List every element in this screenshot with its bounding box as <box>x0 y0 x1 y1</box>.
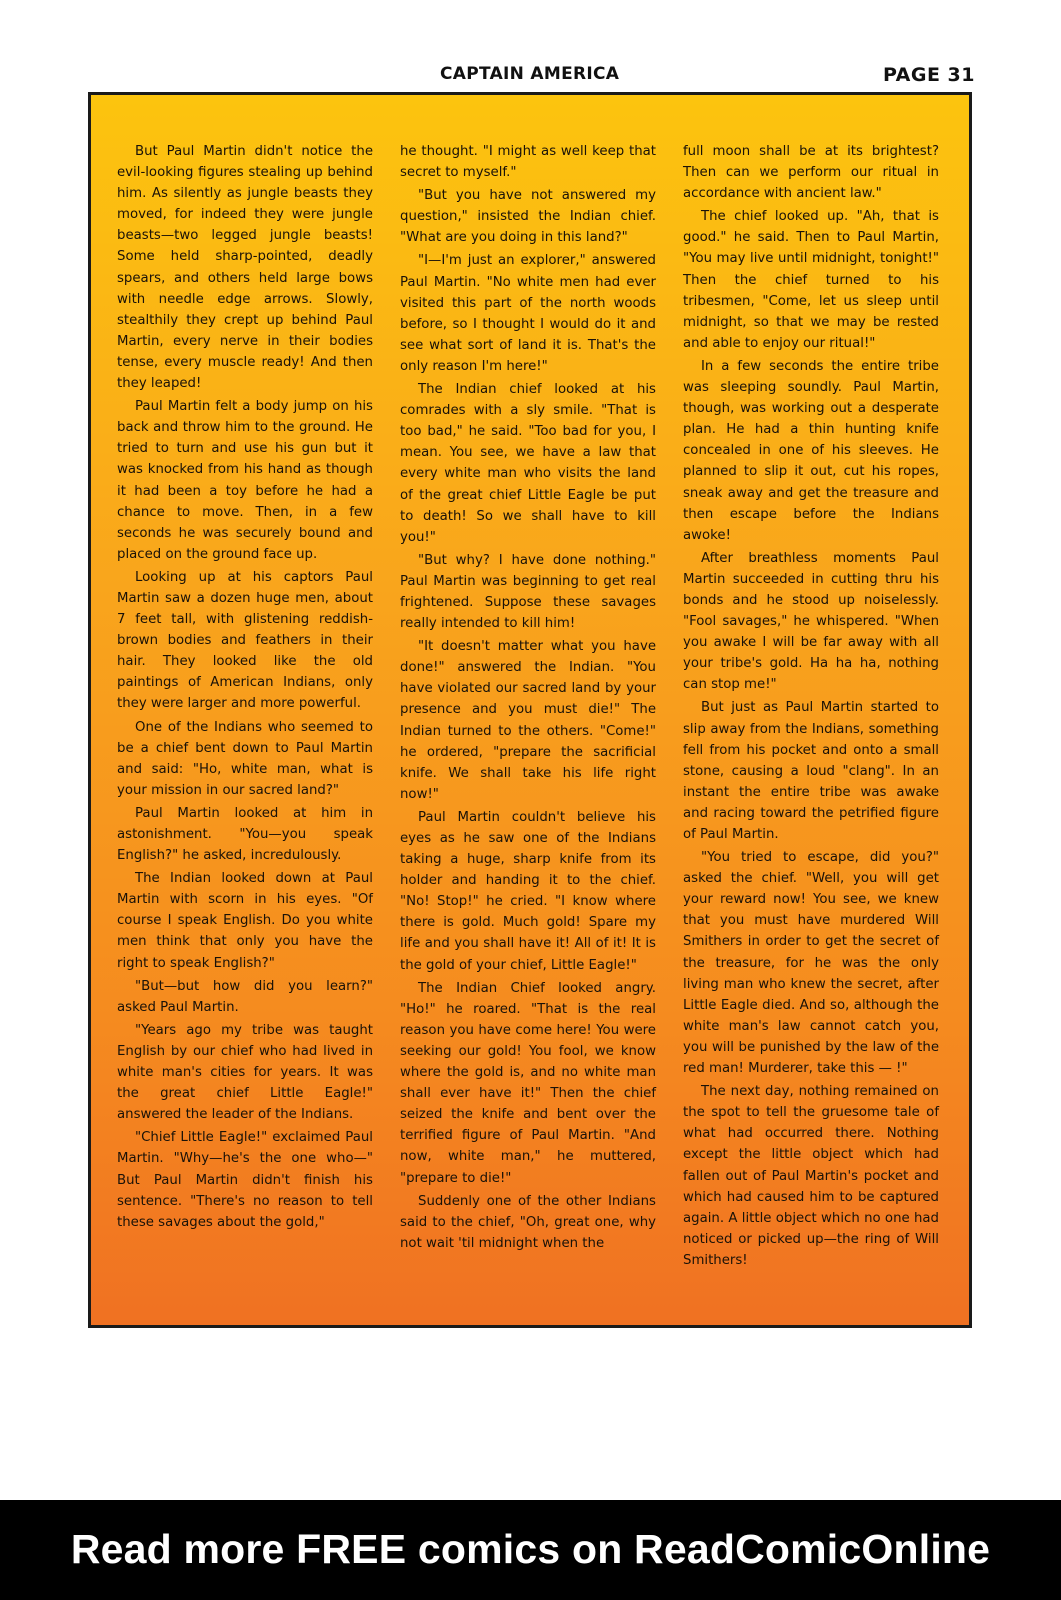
paragraph: "But you have not answered my question," insisted the Indian chief. "What are you doing in this land?" <box>400 188 656 246</box>
paragraph: Paul Martin looked at him in astonishment. "You—you speak English?" he asked, incredulously. <box>117 805 373 864</box>
story-column-2 <box>400 141 656 1295</box>
paragraph: "I—I'm just an explorer," answered Paul Martin. "No white men had ever visited this part of the north woods before, so I thought I would do it and see what sort of land it is. That's the only reason I'm here!" <box>400 253 656 374</box>
page-header <box>0 60 1061 90</box>
paragraph-continued: he thought. "I might as well keep that secret to myself." <box>400 144 656 181</box>
paragraph: The next day, nothing remained on the spot to tell the gruesome tale of what had occurred there. Nothing except the little object which had fallen out of Paul Martin's pocket and which had caused him to be captured again. A little object which no one had noticed or picked up—the ring of Will Smithers! <box>683 1084 939 1268</box>
paragraph: Suddenly one of the other Indians said to the chief, "Oh, great one, why not wait 'til midnight when the <box>400 1193 656 1251</box>
paragraph: The chief looked up. "Ah, that is good." he said. Then to Paul Martin, "You may live until midnight, tonight!" Then the chief turned to his tribesmen, "Come, let us sleep until midnight, so that we may be rested and able to enjoy our ritual!" <box>683 209 939 351</box>
story-columns <box>117 141 939 1295</box>
paragraph: The Indian looked down at Paul Martin with scorn in his eyes. "Of course I speak English. Do you white men think that only you have the right to speak English?" <box>117 871 373 971</box>
paragraph: "It doesn't matter what you have done!" answered the Indian. "You have violated our sacred land by your presence and you must die!" The Indian turned to the others. "Come!" he ordered, "prepare the sacrificial knife. We shall take his life right now!" <box>400 639 656 802</box>
paragraph: After breathless moments Paul Martin succeeded in cutting thru his bonds and he stood up noiselessly. "Fool savages," he whispered. "When you awake I will be far away with all your tribe's gold. Ha ha ha, nothing can stop me!" <box>683 550 939 693</box>
paragraph: Paul Martin felt a body jump on his back and throw him to the ground. He tried to turn and use his gun but it was knocked from his hand as though it had been a toy before he had a chance to move. Then, in a few seconds he was securely bound and placed on the ground face up. <box>117 399 373 562</box>
text-story-panel <box>88 92 972 1328</box>
story-column-3 <box>683 141 939 1295</box>
paragraph-continued: full moon shall be at its brightest? Then can we perform our ritual in accordance with ancient law." <box>683 144 939 202</box>
paragraph: But just as Paul Martin started to slip away from the Indians, something fell from his pocket and onto a small stone, causing a loud "clang". In an instant the entire tribe was awake and racing toward the petrified figure of Paul Martin. <box>683 700 939 842</box>
paragraph: Paul Martin couldn't believe his eyes as he saw one of the Indians taking a huge, sharp knife from its holder and handing it to the chief. "No! Stop!" he cried. "I know where there is gold. Much gold! Spare my life and you shall have it! All of it! It is the gold of your chief, Little Eagle!" <box>400 809 656 973</box>
paragraph: "You tried to escape, did you?" asked the chief. "Well, you will get your reward now! You see, we knew that you must have murdered Will Smithers in order to get the secret of the treasure, for he was the only living man who knew the secret, after Little Eagle died. And so, although the white man's law cannot catch you, you will be punished by the law of the red man! Murderer, take this — !" <box>683 850 939 1077</box>
paragraph: One of the Indians who seemed to be a chief bent down to Paul Martin and said: "Ho, white man, what is your mission in our sacred land?" <box>117 719 373 798</box>
paragraph: In a few seconds the entire tribe was sleeping soundly. Paul Martin, though, was working out a desperate plan. He had a thin hunting knife concealed in one of his sleeves. He planned to slip it out, cut his ropes, sneak away and get the treasure and then escape before the Indians awoke! <box>683 358 939 543</box>
paragraph: "Years ago my tribe was taught English by our chief who had lived in white man's cities for years. It was the great chief Little Eagle!" answered the leader of the Indians. <box>117 1022 373 1123</box>
comic-title: CAPTAIN AMERICA <box>440 64 620 84</box>
paragraph: But Paul Martin didn't notice the evil-looking figures stealing up behind him. As silently as jungle beasts they moved, for indeed they were jungle beasts—two legged jungle beasts! Some held sharp-pointed, deadly spears, and others held large bows with needle edge arrows. Slowly, stealthily they crept up behind Paul Martin, every nerve in their bodies tense, every muscle ready! And then they leaped! <box>117 144 373 392</box>
promo-banner-text[interactable]: Read more FREE comics on ReadComicOnline <box>70 1526 991 1572</box>
paragraph: Looking up at his captors Paul Martin saw a dozen huge men, about 7 feet tall, with glistening reddish-brown bodies and feathers in their hair. They looked like the old paintings of American Indians, only they were larger and more powerful. <box>117 569 373 712</box>
page-number: PAGE 31 <box>882 64 975 86</box>
paragraph: The Indian Chief looked angry. "Ho!" he roared. "That is the real reason you have come here! You were seeking our gold! You fool, we know where the gold is, and no white man shall ever have it!" Then the chief seized the knife and bent over the terrified figure of Paul Martin. "And now, white man," he muttered, "prepare to die!" <box>400 980 656 1186</box>
story-column-1 <box>117 141 373 1295</box>
paragraph: "But why? I have done nothing." Paul Martin was beginning to get real frightened. Suppose these savages really intended to kill him! <box>400 552 656 632</box>
paragraph: The Indian chief looked at his comrades with a sly smile. "That is too bad," he said. "Too bad for you, I mean. You see, we have a law that every white man who visits the land of the great chief Little Eagle be put to death! So we shall have to kill you!" <box>400 382 656 545</box>
paragraph: "But—but how did you learn?" asked Paul Martin. <box>117 978 373 1015</box>
promo-banner[interactable] <box>0 1500 1061 1600</box>
paragraph: "Chief Little Eagle!" exclaimed Paul Martin. "Why—he's the one who—" But Paul Martin didn't finish his sentence. "There's no reason to tell these savages about the gold," <box>117 1130 373 1230</box>
